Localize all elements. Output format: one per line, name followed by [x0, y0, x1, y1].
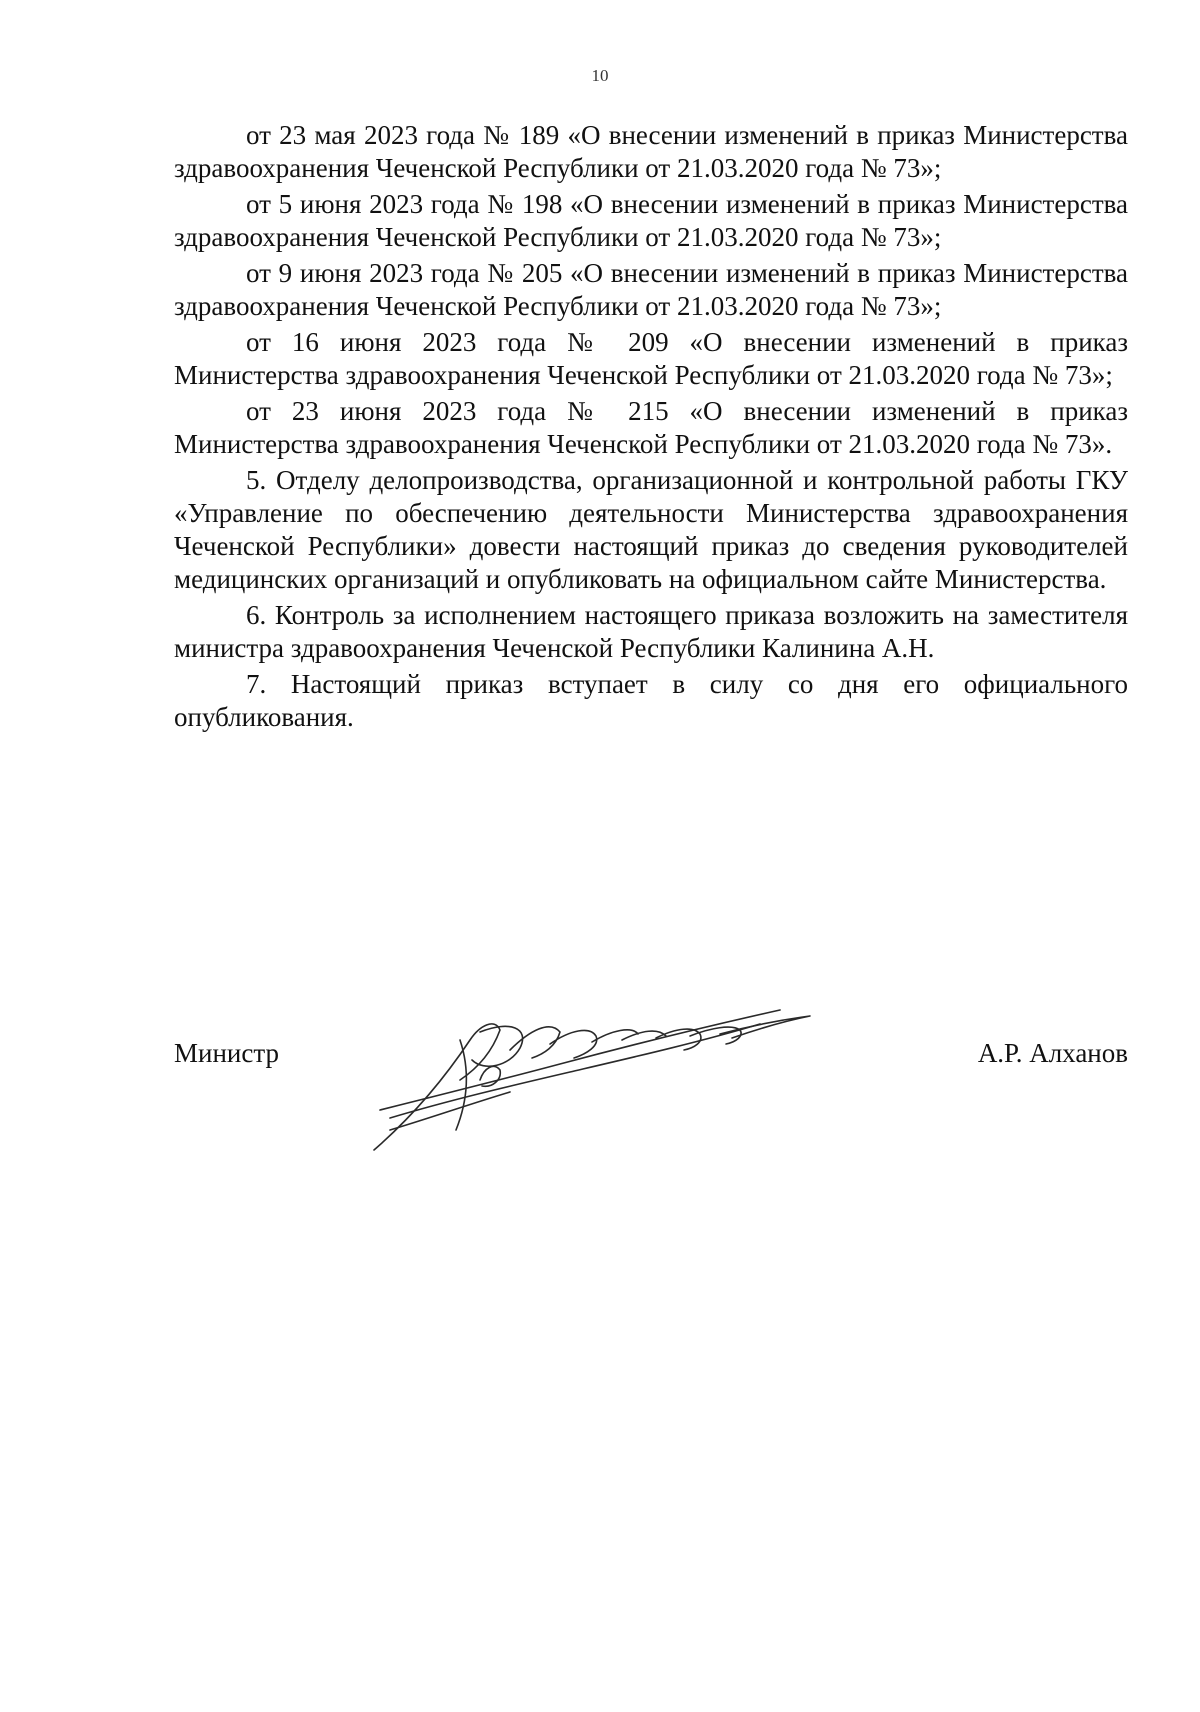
paragraph-order-205: от 9 июня 2023 года № 205 «О внесении изменений в приказ Министерства здравоохранения Чеченской Республики от 21.03.2020 года № 73»; — [174, 258, 1128, 321]
document-body — [174, 119, 1128, 737]
page-number: 10 — [591, 66, 609, 85]
paragraph-order-189: от 23 мая 2023 года № 189 «О внесении изменений в приказ Министерства здравоохранения Чеченской Республики от 21.03.2020 года № 73»; — [174, 120, 1128, 183]
signatory-title: Министр — [174, 1038, 279, 1068]
signatory-name: А.Р. Алханов — [977, 1038, 1128, 1068]
handwritten-signature — [360, 1000, 840, 1160]
paragraph-order-215: от 23 июня 2023 года № 215 «О внесении изменений в приказ Министерства здравоохранения Чеченской Республики от 21.03.2020 года № 73». — [174, 396, 1128, 459]
paragraph-order-209: от 16 июня 2023 года № 209 «О внесении изменений в приказ Министерства здравоохранения Чеченской Республики от 21.03.2020 года № 73»; — [174, 327, 1128, 390]
paragraph-item-6: 6. Контроль за исполнением настоящего приказа возложить на заместителя министра здравоохранения Чеченской Республики Калинина А.Н. — [174, 600, 1128, 663]
paragraph-item-7: 7. Настоящий приказ вступает в силу со дня его официального опубликования. — [174, 669, 1128, 732]
paragraph-item-5: 5. Отделу делопроизводства, организационной и контрольной работы ГКУ «Управление по обеспечению деятельности Министерства здравоохранения Чеченской Республики» довести настоящий приказ до сведения руководителей медицинских организаций и опубликовать на официальном сайте Министерства. — [174, 465, 1128, 594]
paragraph-order-198: от 5 июня 2023 года № 198 «О внесении изменений в приказ Министерства здравоохранения Чеченской Республики от 21.03.2020 года № 73»; — [174, 189, 1128, 252]
